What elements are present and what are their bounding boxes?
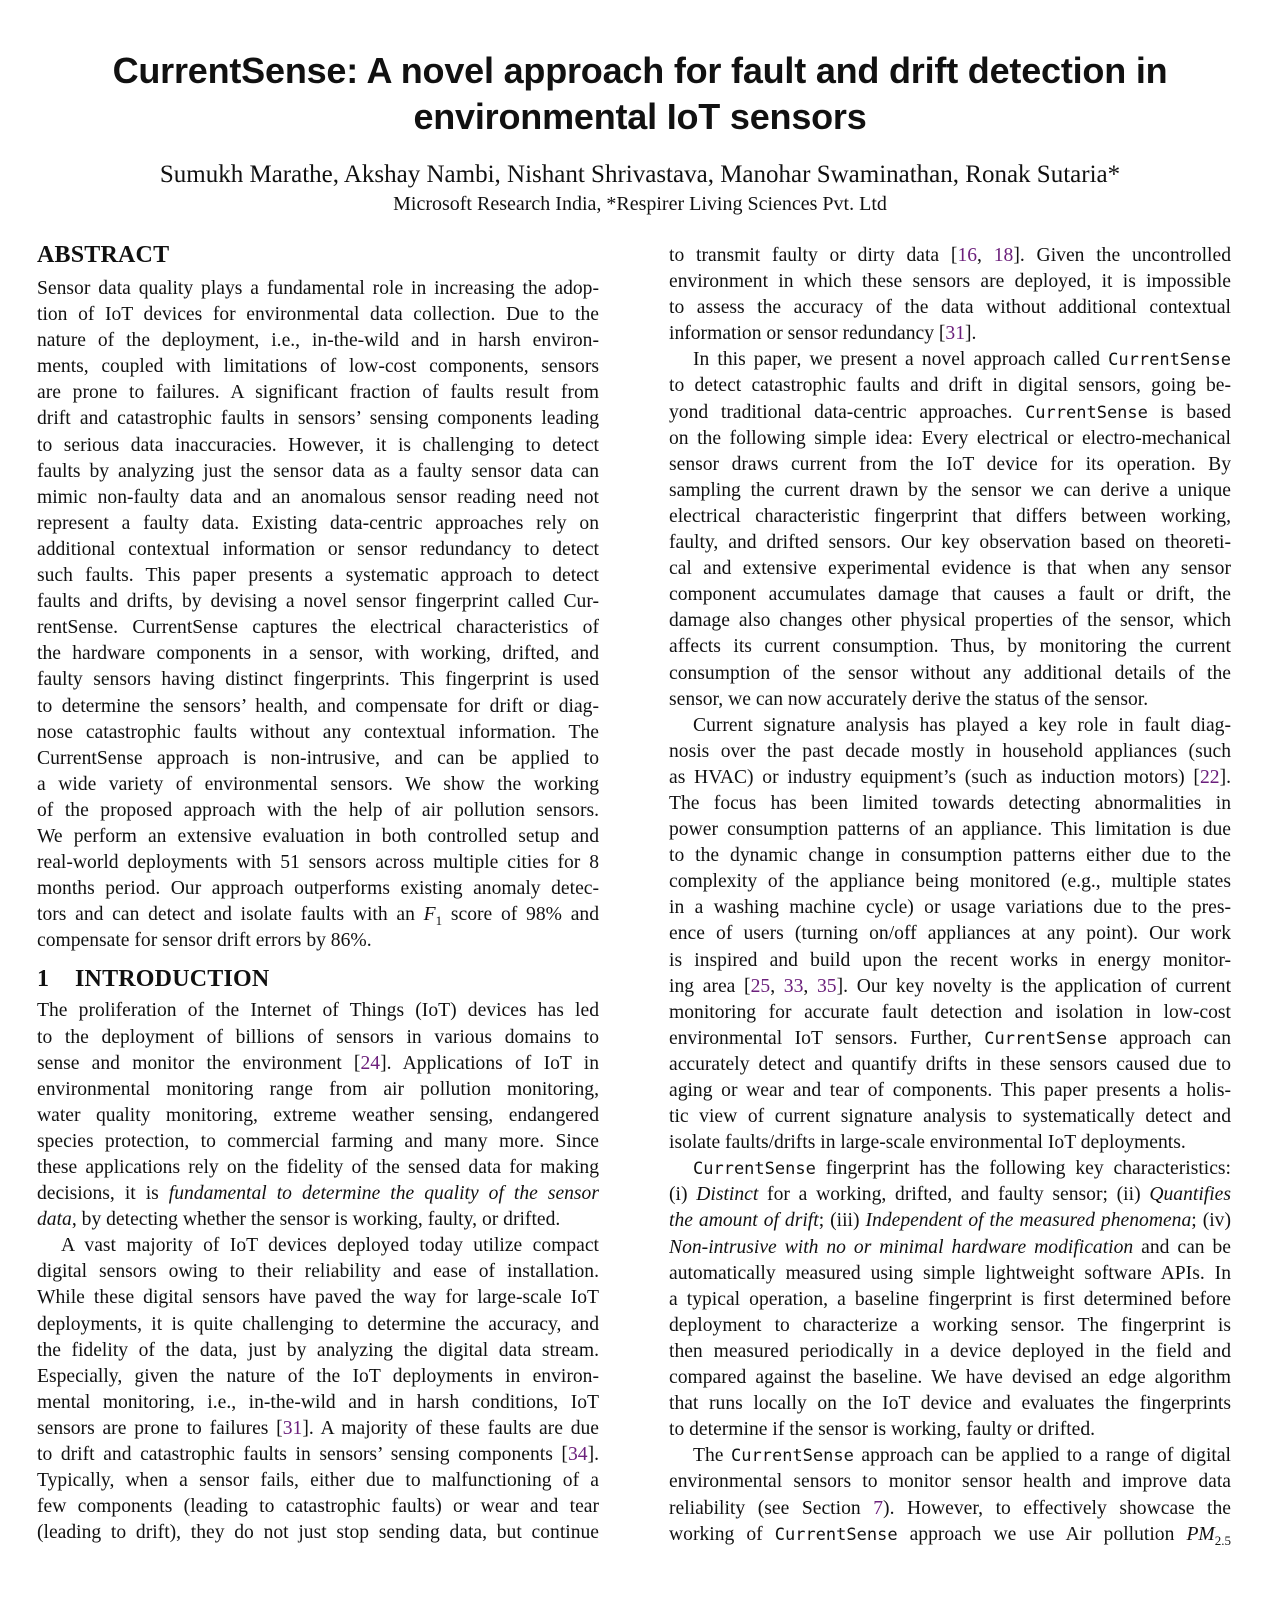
text-line: information or sensor redundancy [31].: [669, 323, 977, 345]
text-line: data, by detecting whether the sensor is working, faulty, or drifted.: [37, 1209, 561, 1231]
text-line: accurately detect and quantify drifts in these sensors caused due to: [669, 1053, 1231, 1075]
citation-link[interactable]: 31: [945, 323, 966, 345]
text-line: affects its current consumption. Thus, by monitoring the current: [669, 636, 1231, 658]
text-line: faulty, and drifted sensors. Our key observation based on theoreti-: [669, 532, 1231, 554]
abstract-line: Sensor data quality plays a fundamental role in increasing the adop-: [37, 278, 599, 299]
text-line: environmental IoT sensors. Further, CurrentSense approach can: [669, 1027, 1231, 1049]
abstract-line: nature of the deployment, i.e., in-the-wild and in harsh environ-: [37, 330, 599, 352]
text-line: electrical characteristic fingerprint that differs between working,: [669, 505, 1231, 527]
citation-link[interactable]: 25: [750, 975, 771, 997]
text-line: to the dynamic change in consumption patterns either due to the: [669, 845, 1231, 867]
abstract-line: mimic non-faulty data and an anomalous sensor reading need not: [37, 486, 599, 508]
text-line: to drift and catastrophic faults in sensors’ sensing components [34].: [37, 1444, 599, 1466]
intro-paragraph-4: [669, 713, 1231, 1157]
section-title: INTRODUCTION: [75, 966, 270, 993]
text-line: decisions, it is fundamental to determine the quality of the sensor: [37, 1183, 599, 1205]
title-line-2: environmental IoT sensors: [413, 96, 867, 137]
section-link[interactable]: 7: [873, 1497, 884, 1519]
citation-link[interactable]: 35: [817, 975, 837, 997]
text-line: reliability (see Section 7). However, to effectively showcase the: [669, 1497, 1231, 1519]
text-line: the amount of drift; (iii) Independent of the measured phenomena; (iv): [669, 1210, 1231, 1232]
intro-paragraph-1: [37, 998, 599, 1233]
affiliation: Microsoft Research India, *Respirer Living Sciences Pvt. Ltd: [393, 193, 887, 215]
text-line: on the following simple idea: Every electrical or electro-mechanical: [669, 427, 1231, 449]
authors: Sumukh Marathe, Akshay Nambi, Nishant Shrivastava, Manohar Swaminathan, Ronak Sutaria*: [159, 161, 1121, 188]
abstract-line: real-world deployments with 51 sensors across multiple cities for 8: [37, 852, 599, 874]
text-line: complexity of the appliance being monitored (e.g., multiple states: [669, 871, 1231, 893]
text-line: power consumption patterns of an appliance. This limitation is due: [669, 819, 1231, 841]
text-line: Especially, given the nature of the IoT deployments in environ-: [37, 1365, 599, 1387]
text-line: working of CurrentSense approach we use Air pollution $PM_{2.5}$: [669, 1523, 1231, 1548]
intro-paragraph-3: [669, 347, 1231, 712]
abstract-line-f1: tors and can detect and isolate faults with an $F_1$ score of 98% and: [37, 904, 599, 929]
text-line: water quality monitoring, extreme weather sensing, endangered: [37, 1104, 599, 1126]
abstract-line: are prone to failures. A significant fraction of faults result from: [37, 382, 599, 404]
text-line: yond traditional data-centric approaches. CurrentSense is based: [669, 401, 1231, 423]
abstract-line: to serious data inaccuracies. However, it is challenging to detect: [37, 434, 599, 456]
system-name: CurrentSense: [774, 1524, 898, 1545]
text-line: sensor, we can now accurately derive the status of the sensor.: [669, 688, 1149, 710]
abstract-line: a wide variety of environmental sensors. We show the working: [37, 773, 599, 795]
text-line: sense and monitor the environment [24]. Applications of IoT in: [37, 1052, 599, 1074]
text-line: to assess the accuracy of the data without additional contextual: [669, 297, 1231, 319]
text-line: The focus has been limited towards detecting abnormalities in: [669, 792, 1231, 814]
text-line: to transmit faulty or dirty data [16, 18]. Given the uncontrolled: [669, 245, 1231, 266]
pm-variable: PM: [1186, 1523, 1215, 1545]
abstract-line: CurrentSense approach is non-intrusive, and can be applied to: [37, 747, 599, 769]
text-line: consumption of the sensor without any additional details of the: [669, 662, 1231, 684]
citation-link[interactable]: 34: [567, 1444, 588, 1466]
intro-paragraph-2-continued: [669, 243, 1231, 347]
text-line: ing area [25, 33, 35]. Our key novelty is the application of current: [669, 975, 1231, 997]
text-line: The proliferation of the Internet of Things (IoT) devices has led: [37, 1000, 599, 1022]
citation-link[interactable]: 22: [1199, 766, 1220, 788]
text-line: In this paper, we present a novel approach called CurrentSense: [693, 349, 1231, 371]
abstract-line: faults by analyzing just the sensor data as a faulty sensor data can: [37, 460, 599, 482]
text-line: the fidelity of the data, just by analyzing the digital data stream.: [37, 1339, 599, 1361]
abstract-line: rentSense. CurrentSense captures the electrical characteristics of: [37, 617, 599, 639]
text-line: isolate faults/drifts in large-scale environmental IoT deployments.: [669, 1132, 1186, 1154]
system-name: CurrentSense: [693, 1159, 816, 1180]
text-line: that runs locally on the IoT device and evaluates the fingerprints: [669, 1393, 1231, 1415]
title-line-1: CurrentSense: A novel approach for fault and drift detection in: [112, 50, 1168, 91]
abstract-line: nose catastrophic faults without any contextual information. The: [37, 721, 599, 743]
text-line: nosis over the past decade mostly in household appliances (such: [669, 740, 1231, 762]
introduction-heading: [37, 964, 599, 994]
text-line: While these digital sensors have paved the way for large-scale IoT: [37, 1287, 599, 1309]
text-line: ence of users (turning on/off appliances at any point). Our work: [669, 923, 1231, 945]
text-line: deployments, it is quite challenging to determine the accuracy, and: [37, 1313, 599, 1335]
text-line: environmental sensors to monitor sensor health and improve data: [669, 1471, 1231, 1493]
text-line: compared against the baseline. We have devised an edge algorithm: [669, 1367, 1231, 1389]
text-line: sampling the current drawn by the sensor we can derive a unique: [669, 479, 1231, 501]
text-line: to determine if the sensor is working, faulty or drifted.: [669, 1419, 1096, 1441]
text-line: (leading to drift), they do not just stop sending data, but continue: [37, 1522, 599, 1544]
section-number: 1: [37, 966, 50, 993]
text-line: as HVAC) or industry equipment’s (such as induction motors) [22].: [669, 766, 1231, 788]
text-line: these applications rely on the fidelity of the sensed data for making: [37, 1157, 599, 1178]
text-line: (i) Distinct for a working, drifted, and faulty sensor; (ii) Quantifies: [669, 1184, 1231, 1206]
text-line: environmental monitoring range from air pollution monitoring,: [37, 1078, 599, 1100]
text-line: to detect catastrophic faults and drift in digital sensors, going be-: [669, 375, 1231, 397]
citation-link[interactable]: 16: [957, 245, 978, 266]
text-line: component accumulates damage that causes a fault or drift, the: [669, 584, 1231, 606]
citation-link[interactable]: 33: [783, 975, 804, 997]
text-line: Non-intrusive with no or minimal hardware modification and can be: [669, 1236, 1231, 1258]
right-column: [669, 243, 1231, 1548]
text-line: automatically measured using simple lightweight software APIs. In: [669, 1262, 1231, 1284]
abstract-line: the hardware components in a sensor, with working, drifted, and: [37, 643, 599, 665]
system-name: CurrentSense: [984, 1028, 1108, 1049]
text-line: CurrentSense fingerprint has the following key characteristics:: [693, 1158, 1231, 1180]
text-line: then measured periodically in a device deployed in the field and: [669, 1340, 1231, 1362]
paper-title: [0, 48, 1280, 140]
intro-paragraph-2: [37, 1233, 599, 1546]
text-line: A vast majority of IoT devices deployed today utilize compact: [61, 1235, 599, 1257]
system-name: CurrentSense: [1025, 402, 1148, 423]
text-line: is inspired and build upon the recent works in energy monitor-: [669, 949, 1231, 971]
text-line: Current signature analysis has played a key role in fault diag-: [693, 714, 1231, 736]
text-line: digital sensors owing to their reliability and ease of installation.: [37, 1261, 599, 1283]
system-name: CurrentSense: [731, 1446, 854, 1467]
abstract-line: faulty sensors having distinct fingerprints. This fingerprint is used: [37, 669, 599, 691]
abstract-line: faults and drifts, by devising a novel sensor fingerprint called Cur-: [37, 591, 599, 613]
intro-paragraph-6: [669, 1443, 1231, 1547]
text-line: species protection, to commercial farming and many more. Since: [37, 1130, 599, 1152]
abstract-body: [37, 276, 599, 954]
text-line: cal and extensive experimental evidence is that when any sensor: [669, 558, 1231, 580]
abstract-line: We perform an extensive evaluation in both controlled setup and: [37, 825, 599, 847]
text-line: tic view of current signature analysis to systematically detect and: [669, 1106, 1231, 1128]
text-line: environment in which these sensors are deployed, it is impossible: [669, 271, 1231, 293]
abstract-line: tion of IoT devices for environmental data collection. Due to the: [37, 304, 599, 326]
abstract-line: drift and catastrophic faults in sensors’ sensing components leading: [37, 408, 599, 430]
text-line: a typical operation, a baseline fingerprint is first determined before: [669, 1288, 1231, 1310]
system-name: CurrentSense: [1108, 350, 1231, 371]
text-line: The CurrentSense approach can be applied to a range of digital: [693, 1445, 1231, 1467]
abstract-line: of the proposed approach with the help of air pollution sensors.: [37, 799, 599, 821]
abstract-line: to determine the sensors’ health, and compensate for drift or diag-: [37, 695, 599, 717]
text-line: mental monitoring, i.e., in-the-wild and in harsh conditions, IoT: [37, 1391, 599, 1413]
text-line: few components (leading to catastrophic faults) or wear and tear: [37, 1496, 599, 1518]
left-column: [37, 240, 599, 1546]
abstract-line: additional contextual information or sensor redundancy to detect: [37, 538, 599, 560]
text-line: sensors are prone to failures [31]. A majority of these faults are due: [37, 1417, 599, 1439]
abstract-line: months period. Our approach outperforms existing anomaly detec-: [37, 878, 599, 900]
text-line: sensor draws current from the IoT device for its operation. By: [669, 453, 1231, 475]
citation-link[interactable]: 24: [360, 1052, 381, 1074]
text-line: aging or wear and tear of components. This paper presents a holis-: [669, 1080, 1231, 1101]
text-line: to the deployment of billions of sensors in various domains to: [37, 1026, 599, 1048]
intro-paragraph-5: [669, 1156, 1231, 1443]
text-line: deployment to characterize a working sensor. The fingerprint is: [669, 1314, 1231, 1336]
abstract-line: compensate for sensor drift errors by 86%.: [37, 930, 372, 952]
f1-variable: F: [423, 904, 436, 926]
text-line: monitoring for accurate fault detection and isolation in low-cost: [669, 1001, 1231, 1023]
abstract-heading: ABSTRACT: [37, 242, 170, 268]
text-line: in a washing machine cycle) or usage variations due to the pres-: [669, 897, 1231, 919]
abstract-line: represent a faulty data. Existing data-centric approaches rely on: [37, 512, 599, 534]
abstract-line: such faults. This paper presents a systematic approach to detect: [37, 565, 599, 587]
text-line: Typically, when a sensor fails, either due to malfunctioning of a: [37, 1470, 599, 1492]
citation-link[interactable]: 31: [282, 1417, 303, 1439]
abstract-line: ments, coupled with limitations of low-cost components, sensors: [37, 356, 599, 378]
text-line: damage also changes other physical properties of the sensor, which: [669, 610, 1231, 632]
citation-link[interactable]: 18: [993, 245, 1014, 266]
